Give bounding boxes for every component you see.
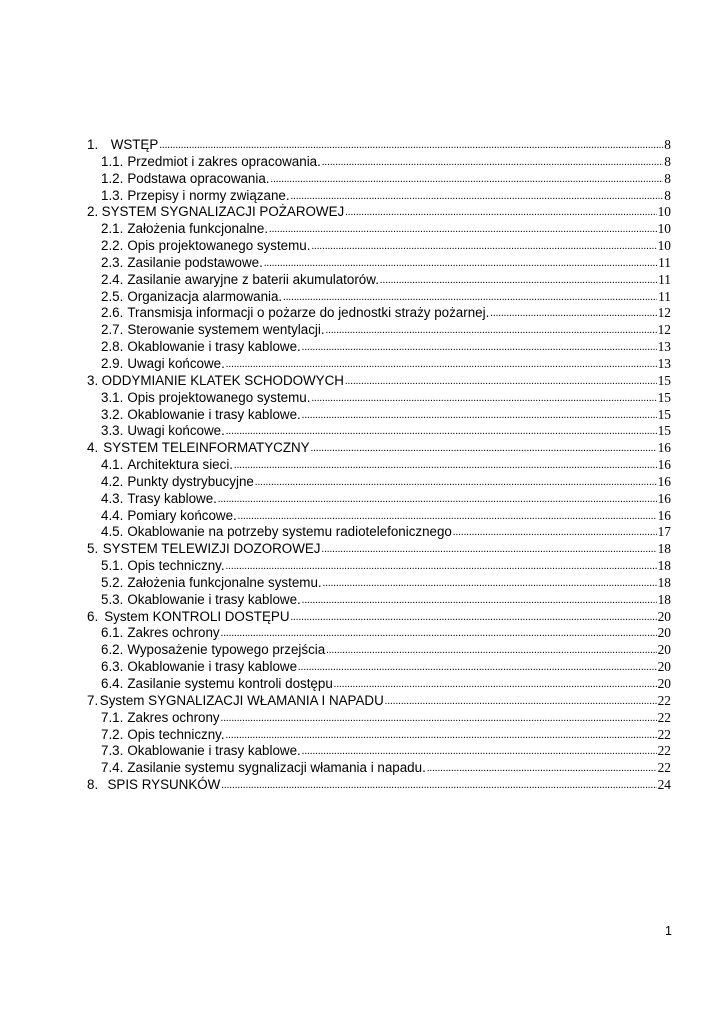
toc-entry[interactable]	[87, 188, 671, 205]
toc-entry-title: SYSTEM TELEWIZJI DOZOROWEJ	[102, 541, 321, 557]
toc-entry-title: Uwagi końcowe.	[127, 423, 225, 439]
toc-entry-number: 1.2.	[101, 170, 124, 186]
toc-entry[interactable]	[87, 760, 671, 777]
toc-entry-title: Opis techniczny.	[127, 558, 225, 574]
toc-entry-number: 7.1.	[101, 709, 124, 725]
toc-entry-leader	[322, 155, 663, 172]
toc-entry[interactable]	[87, 592, 671, 609]
toc-entry-page: 13	[657, 355, 671, 371]
toc-entry-page: 20	[657, 608, 671, 624]
toc-entry-title: Punkty dystrybucyjne	[127, 473, 254, 489]
toc-entry-title: Założenia funkcjonalne.	[127, 221, 269, 237]
toc-entry-title: Okablowanie i trasy kablowe.	[127, 591, 301, 607]
toc-entry-title: SYSTEM TELEINFORMATYCZNY	[103, 440, 310, 456]
toc-entry[interactable]	[87, 508, 671, 525]
toc-entry-page: 13	[657, 339, 671, 355]
toc-entry-page: 11	[658, 271, 671, 287]
toc-entry-title: Okablowanie i trasy kablowe.	[127, 406, 301, 422]
toc-entry[interactable]	[87, 423, 671, 440]
toc-entry-number: 2.	[87, 204, 99, 220]
toc-entry-leader	[311, 239, 656, 256]
toc-entry-leader	[322, 542, 657, 559]
toc-entry-title: Sterowanie systemem wentylacji.	[127, 322, 325, 338]
toc-entry[interactable]	[87, 289, 671, 306]
toc-entry-title: Okablowanie na potrzeby systemu radiotelefonicznego	[127, 524, 452, 540]
toc-entry-number: 8.	[87, 777, 99, 793]
toc-entry[interactable]	[87, 710, 671, 727]
toc-entry-number: 4.1.	[101, 457, 124, 473]
toc-entry-number: 1.3.	[101, 187, 124, 203]
toc-entry-title: Architektura sieci.	[127, 457, 234, 473]
toc-entry-number: 7.3.	[101, 743, 124, 759]
toc-entry-title: WSTĘP	[110, 137, 159, 152]
toc-entry-number: 2.7.	[101, 322, 124, 338]
toc-entry-page: 17	[657, 524, 671, 540]
toc-entry-page: 10	[657, 204, 671, 220]
toc-entry-title: Zakres ochrony	[127, 625, 220, 641]
toc-entry-page: 22	[657, 760, 671, 776]
toc-entry-page: 22	[657, 692, 671, 708]
toc-entry[interactable]	[87, 676, 671, 693]
toc-entry-title: SPIS RYSUNKÓW	[107, 777, 221, 793]
toc-entry-page: 11	[658, 254, 671, 270]
toc-entry[interactable]	[87, 390, 671, 407]
toc-entry-title: Przedmiot i zakres opracowania.	[127, 153, 321, 169]
toc-entry-page: 8	[664, 170, 671, 186]
toc-entry-leader	[345, 374, 657, 391]
toc-entry-title: Trasy kablowe.	[127, 490, 217, 506]
toc-entry-leader	[264, 256, 657, 273]
toc-entry-title: Przepisy i normy związane.	[127, 187, 290, 203]
toc-entry-number: 3.1.	[101, 389, 124, 405]
toc-entry-leader	[380, 273, 657, 290]
toc-entry-page: 20	[657, 642, 671, 658]
toc-entry-page: 15	[657, 372, 671, 388]
toc-entry-number: 5.2.	[101, 574, 124, 590]
toc-entry[interactable]	[87, 777, 671, 794]
toc-entry-number: 7.	[87, 692, 99, 708]
toc-entry-title: System KONTROLI DOSTĘPU	[104, 608, 290, 624]
toc-entry-leader	[269, 222, 657, 239]
page-number: 1	[665, 924, 672, 938]
toc-entry-page: 15	[657, 389, 671, 405]
toc-entry-page: 24	[657, 777, 671, 793]
toc-entry[interactable]	[87, 339, 671, 356]
toc-entry-leader	[291, 189, 664, 206]
toc-entry[interactable]	[87, 255, 671, 272]
toc-entry-leader	[226, 559, 657, 576]
toc-entry-page: 16	[657, 440, 671, 456]
toc-entry-title: Okablowanie i trasy kablowe.	[127, 339, 301, 355]
toc-entry-title: Pomiary końcowe.	[127, 507, 237, 523]
toc-entry-number: 6.3.	[101, 659, 124, 675]
toc-entry-number: 2.2.	[101, 238, 124, 254]
toc-entry-page: 18	[657, 558, 671, 574]
toc-entry-leader	[490, 306, 656, 323]
toc-entry[interactable]	[87, 305, 671, 322]
toc-entry-number: 4.	[87, 440, 99, 456]
toc-entry-page: 20	[657, 659, 671, 675]
toc-entry-title: Zasilanie systemu kontroli dostępu	[127, 676, 333, 691]
toc-entry-leader	[302, 340, 657, 357]
toc-entry-leader	[255, 475, 657, 492]
toc-entry-page: 20	[657, 676, 671, 691]
toc-entry-number: 3.	[87, 372, 99, 388]
toc-entry-page: 12	[657, 305, 671, 321]
toc-entry[interactable]	[87, 407, 671, 424]
toc-entry-number: 2.4.	[101, 271, 124, 287]
toc-entry-number: 3.2.	[101, 406, 124, 422]
toc-entry[interactable]	[87, 727, 671, 744]
toc-entry-leader	[290, 610, 656, 627]
toc-entry-page: 22	[657, 743, 671, 759]
toc-entry-page: 15	[657, 423, 671, 439]
toc-entry-leader	[326, 323, 657, 340]
toc-entry-leader	[302, 593, 657, 610]
toc-entry-title: Uwagi końcowe.	[127, 355, 225, 371]
toc-entry-number: 5.	[87, 541, 99, 557]
toc-entry-page: 11	[658, 288, 671, 304]
toc-entry-number: 2.9.	[101, 355, 124, 371]
toc-entry[interactable]	[87, 659, 671, 676]
toc-entry-leader	[226, 424, 657, 441]
toc-entry[interactable]	[87, 171, 671, 188]
toc-entry-leader	[226, 728, 657, 745]
toc-entry-page: 16	[657, 507, 671, 523]
toc-entry-leader	[345, 205, 656, 222]
table-of-contents	[87, 137, 671, 794]
toc-entry-title: Okablowanie i trasy kablowe.	[127, 743, 301, 759]
toc-entry-number: 6.2.	[101, 642, 124, 658]
toc-entry-page: 10	[657, 238, 671, 254]
toc-entry-number: 4.3.	[101, 490, 124, 506]
toc-entry-leader	[302, 408, 657, 425]
toc-entry-number: 7.4.	[101, 760, 124, 776]
toc-entry[interactable]	[87, 322, 671, 339]
toc-entry-title: Zasilanie podstawowe.	[127, 254, 263, 270]
toc-entry[interactable]	[87, 356, 671, 373]
toc-entry-page: 8	[664, 187, 671, 203]
toc-entry[interactable]	[87, 204, 671, 221]
toc-entry-leader	[221, 711, 657, 728]
toc-entry[interactable]	[87, 154, 671, 171]
toc-entry[interactable]	[87, 524, 671, 541]
toc-entry-title: Opis projektowanego systemu.	[127, 238, 311, 254]
toc-entry-title: Założenia funkcjonalne systemu.	[127, 574, 322, 590]
toc-entry-page: 12	[657, 322, 671, 338]
toc-entry-page: 18	[657, 591, 671, 607]
toc-entry-number: 6.	[87, 608, 99, 624]
toc-entry[interactable]	[87, 238, 671, 255]
toc-entry-title: Zasilanie awaryjne z baterii akumulatorów.	[127, 271, 379, 287]
toc-entry[interactable]	[87, 693, 671, 710]
toc-entry-page: 22	[657, 709, 671, 725]
toc-entry-number: 4.2.	[101, 473, 124, 489]
toc-entry-number: 5.3.	[101, 591, 124, 607]
toc-entry[interactable]	[87, 440, 671, 457]
toc-entry-leader	[234, 458, 657, 475]
toc-entry[interactable]	[87, 625, 671, 642]
toc-entry[interactable]	[87, 558, 671, 575]
toc-entry-page: 16	[657, 457, 671, 473]
toc-entry-title: Wyposażenie typowego przejścia	[127, 642, 326, 658]
toc-entry-leader	[323, 576, 657, 593]
toc-entry-number: 7.2.	[101, 726, 124, 742]
toc-entry-leader	[271, 172, 664, 189]
toc-entry-leader	[226, 357, 657, 374]
toc-entry-number: 1.	[87, 137, 99, 152]
toc-entry-leader	[159, 138, 663, 155]
toc-entry[interactable]	[87, 373, 671, 390]
toc-entry-number: 2.8.	[101, 339, 124, 355]
toc-entry-leader	[238, 509, 657, 526]
toc-entry-leader	[298, 660, 657, 677]
toc-entry-leader	[221, 778, 656, 795]
toc-entry[interactable]	[87, 221, 671, 238]
toc-entry-page: 22	[657, 726, 671, 742]
toc-entry-title: Okablowanie i trasy kablowe	[127, 659, 298, 675]
toc-entry-leader	[334, 677, 657, 694]
toc-entry-page: 15	[657, 406, 671, 422]
toc-entry-title: System SYGNALIZACJI WŁAMANIA I NAPADU	[99, 692, 384, 708]
toc-entry[interactable]	[87, 272, 671, 289]
toc-entry-title: Zasilanie systemu sygnalizacji włamania i napadu.	[127, 760, 426, 776]
toc-entry-page: 20	[657, 625, 671, 641]
toc-entry-leader	[385, 694, 657, 711]
toc-entry-leader	[283, 290, 657, 307]
toc-entry[interactable]	[87, 642, 671, 659]
toc-entry-leader	[311, 441, 657, 458]
toc-entry-title: Zakres ochrony	[127, 709, 220, 725]
toc-entry-number: 4.5.	[101, 524, 124, 540]
toc-entry[interactable]	[87, 491, 671, 508]
toc-entry[interactable]	[87, 474, 671, 491]
toc-entry-page: 16	[657, 473, 671, 489]
toc-entry-title: Opis techniczny.	[127, 726, 225, 742]
toc-entry-leader	[221, 626, 657, 643]
toc-entry-title: Transmisja informacji o pożarze do jednostki straży pożarnej.	[127, 305, 490, 321]
toc-entry-title: Opis projektowanego systemu.	[127, 389, 311, 405]
toc-entry-number: 2.1.	[101, 221, 124, 237]
toc-entry[interactable]	[87, 541, 671, 558]
toc-entry-number: 2.6.	[101, 305, 124, 321]
toc-entry[interactable]	[87, 137, 671, 154]
toc-entry-number: 6.4.	[101, 676, 124, 691]
toc-entry-leader	[427, 761, 657, 778]
toc-entry-page: 18	[657, 574, 671, 590]
toc-entry-leader	[453, 525, 657, 542]
toc-entry[interactable]	[87, 575, 671, 592]
toc-entry-title: Podstawa opracowania.	[127, 170, 270, 186]
toc-entry-number: 2.5.	[101, 288, 124, 304]
toc-entry-page: 8	[664, 153, 671, 169]
toc-entry-number: 6.1.	[101, 625, 124, 641]
toc-entry-page: 18	[657, 541, 671, 557]
toc-entry[interactable]	[87, 743, 671, 760]
toc-entry-page: 10	[657, 221, 671, 237]
toc-entry-number: 2.3.	[101, 254, 124, 270]
toc-entry-leader	[311, 391, 656, 408]
toc-entry-page: 8	[664, 137, 671, 152]
toc-entry[interactable]	[87, 609, 671, 626]
toc-entry-number: 4.4.	[101, 507, 124, 523]
toc-entry-page: 16	[657, 490, 671, 506]
toc-entry-title: ODDYMIANIE KLATEK SCHODOWYCH	[101, 372, 344, 388]
toc-entry-leader	[326, 643, 656, 660]
toc-entry-leader	[218, 492, 657, 509]
toc-entry-number: 5.1.	[101, 558, 124, 574]
toc-entry-title: SYSTEM SYGNALIZACJI POŻAROWEJ	[101, 204, 345, 220]
toc-entry-title: Organizacja alarmowania.	[127, 288, 283, 304]
toc-entry-number: 3.3.	[101, 423, 124, 439]
toc-entry-leader	[302, 744, 657, 761]
toc-entry[interactable]	[87, 457, 671, 474]
toc-entry-number: 1.1.	[101, 153, 124, 169]
